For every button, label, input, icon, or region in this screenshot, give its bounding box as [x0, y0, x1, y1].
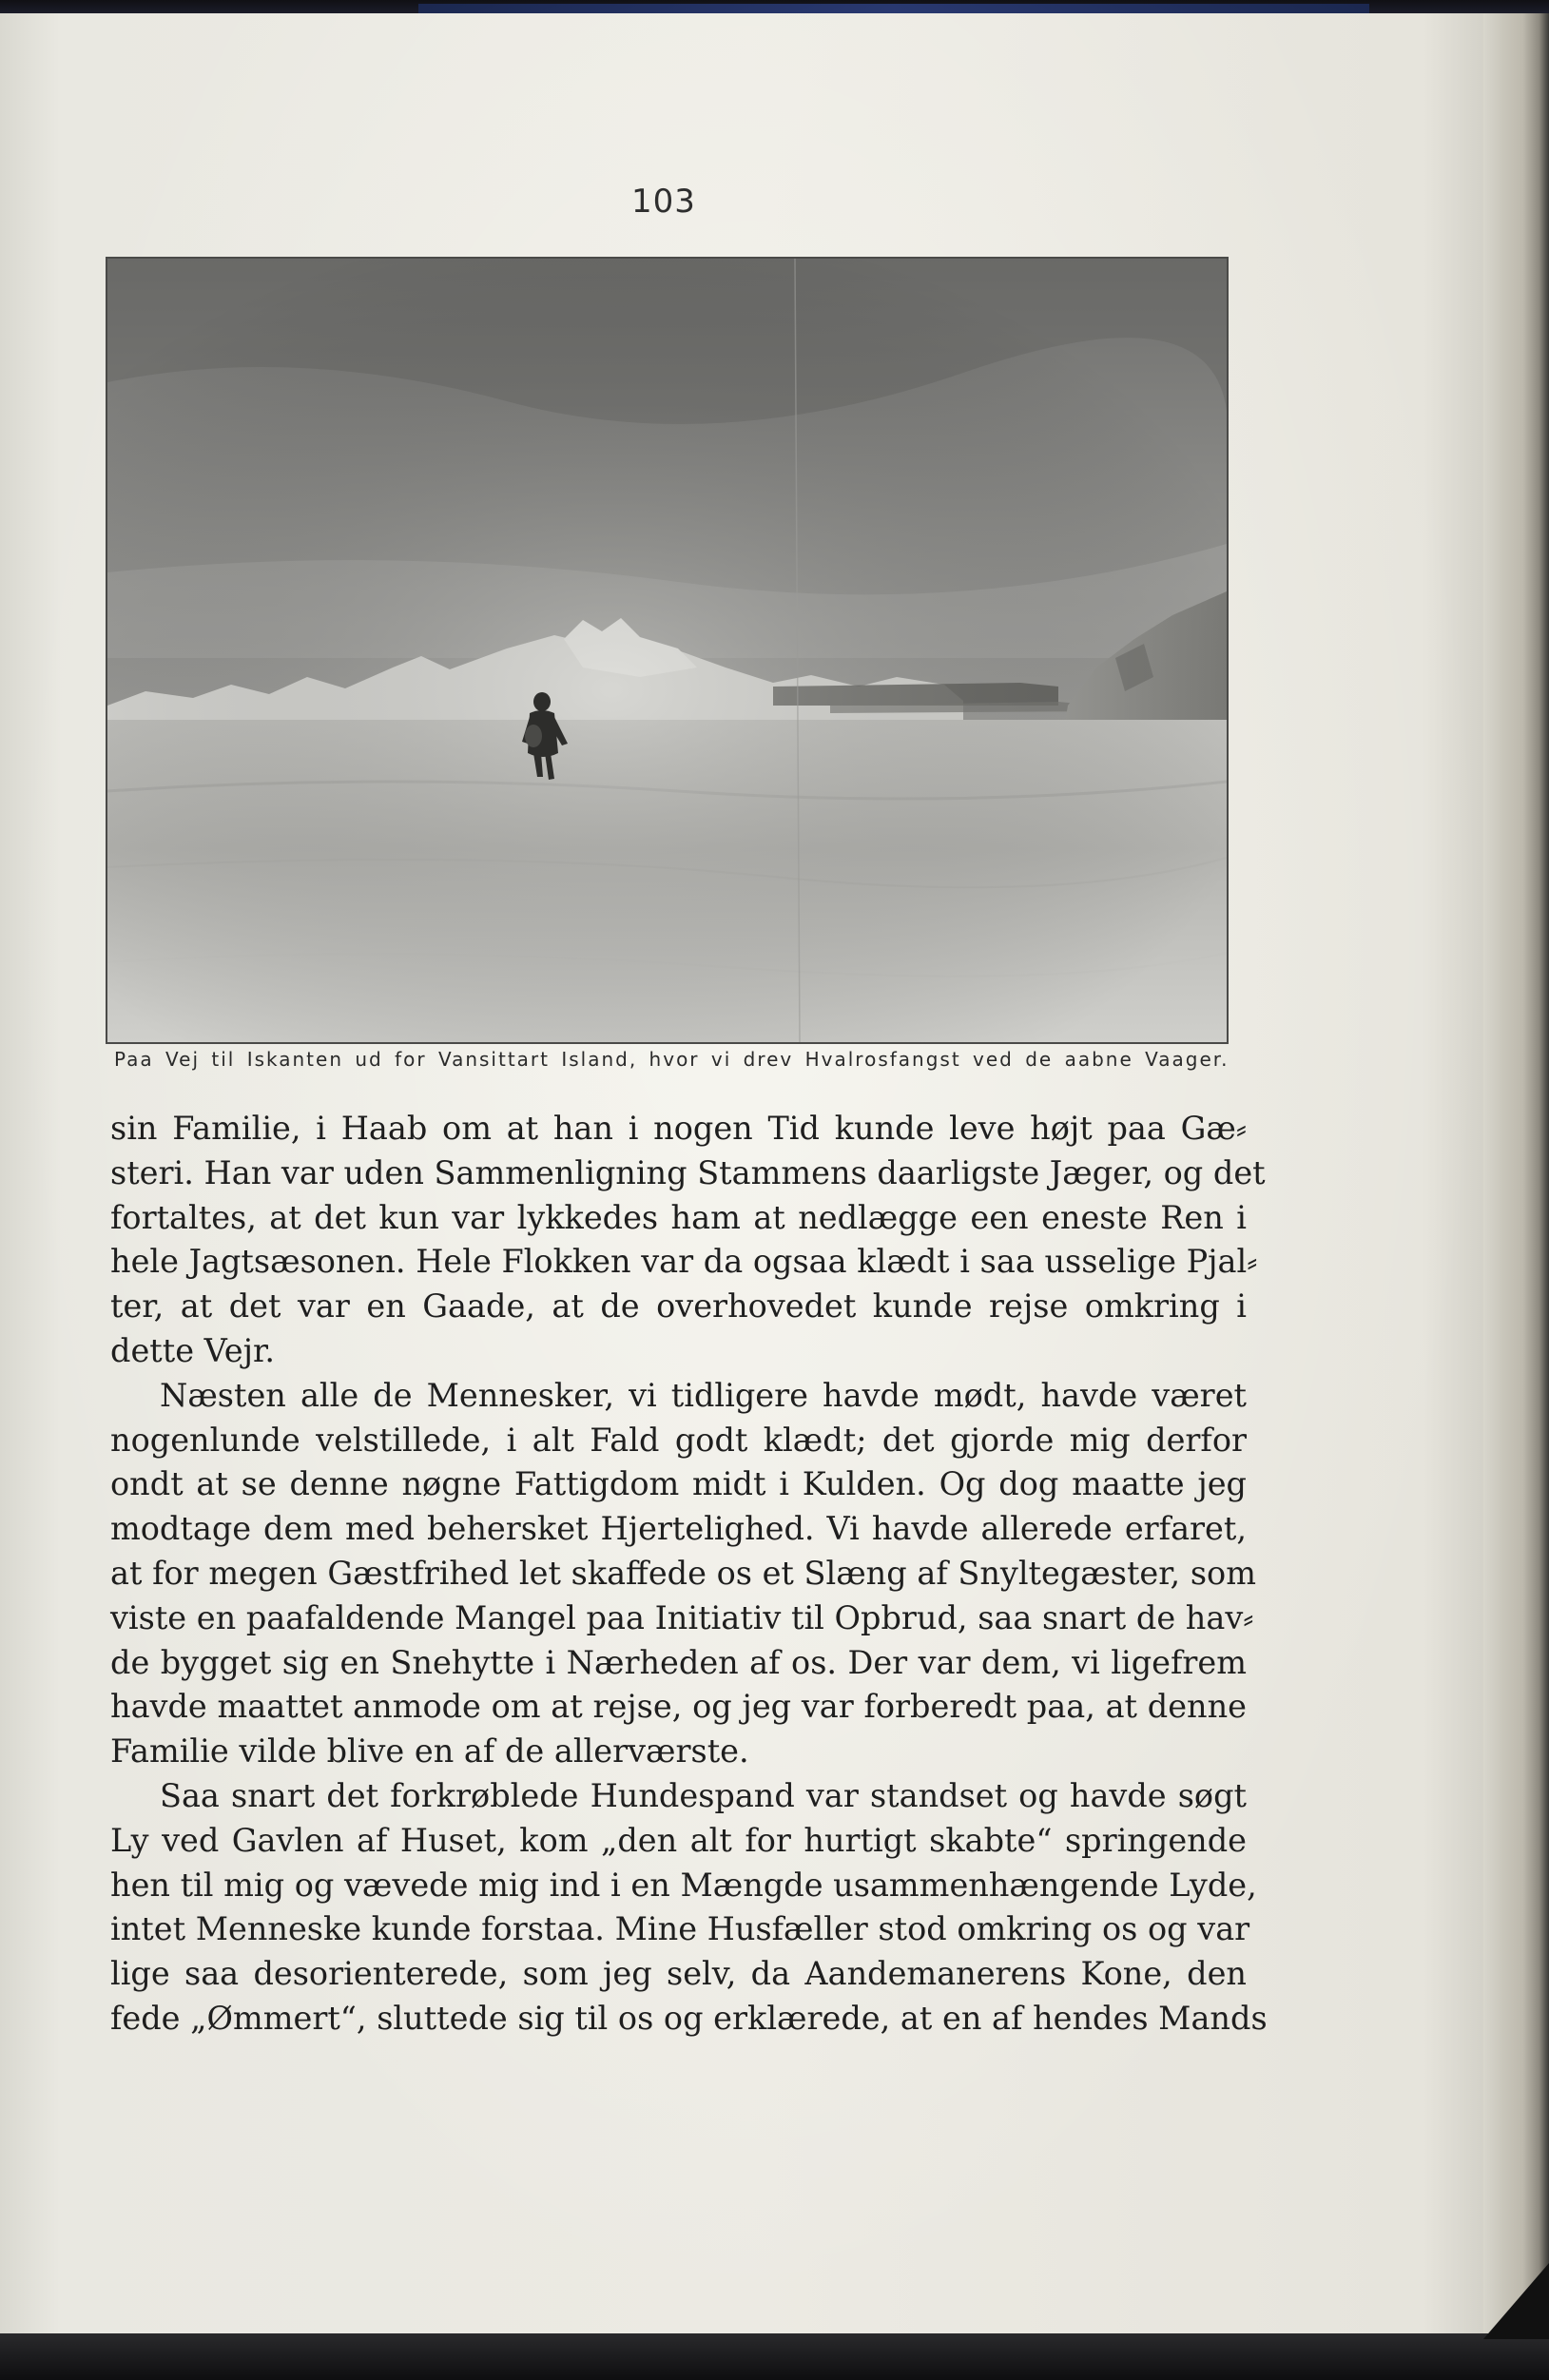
text-line: sin Familie, i Haab om at han i nogen Tid kunde leve højt paa Gæ⸗	[110, 1110, 1247, 1147]
page-number: 103	[631, 183, 696, 221]
text-line: steri. Han var uden Sammenligning Stammens daarligste Jæger, og det	[110, 1153, 1266, 1191]
page-corner	[1483, 2263, 1549, 2339]
text-line: Saa snart det forkrøblede Hundespand var standset og havde søgt	[160, 1776, 1247, 1814]
arctic-ice-photo	[107, 259, 1227, 1042]
text-line: viste en paafaldende Mangel paa Initiativ til Opbrud, saa snart de hav⸗	[110, 1598, 1254, 1636]
page-sheet	[0, 13, 1498, 2333]
text-line: ter, at det var en Gaade, at de overhovedet kunde rejse omkring i	[110, 1287, 1247, 1325]
text-line: fede „Ømmert“, sluttede sig til os og erklærede, at en af hendes Mands	[110, 1999, 1268, 2037]
text-line: lige saa desorienterede, som jeg selv, da Aandemanerens Kone, den	[110, 1955, 1247, 1993]
text-line: dette Vejr.	[110, 1331, 275, 1369]
text-line: Familie vilde blive en af de allerværste.	[110, 1732, 749, 1770]
text-line: Næsten alle de Mennesker, vi tidligere havde mødt, havde været	[160, 1376, 1247, 1414]
text-line: modtage dem med behersket Hjertelighed. Vi havde allerede erfaret,	[110, 1510, 1247, 1548]
text-line: de bygget sig en Snehytte i Nærheden af os. Der var dem, vi ligefrem	[110, 1643, 1247, 1681]
text-line: ondt at se denne nøgne Fattigdom midt i Kulden. Og dog maatte jeg	[110, 1465, 1247, 1503]
page-stack-edge	[1483, 13, 1549, 2352]
text-line: havde maattet anmode om at rejse, og jeg var forberedt paa, at denne	[110, 1688, 1247, 1726]
text-line: at for megen Gæstfrihed let skaffede os et Slæng af Snyltegæster, som	[110, 1554, 1256, 1592]
photo-caption: Paa Vej til Iskanten ud for Vansittart Island, hvor vi drev Hvalrosfangst ved de aabne Vaager.	[114, 1048, 1230, 1071]
text-line: Ly ved Gavlen af Huset, kom „den alt for hurtigt skabte“ springende	[110, 1821, 1247, 1859]
text-line: fortaltes, at det kun var lykkedes ham at nedlægge een eneste Ren i	[110, 1198, 1247, 1236]
text-line: hen til mig og vævede mig ind i en Mængde usammenhængende Lyde,	[110, 1866, 1257, 1904]
text-line: hele Jagtsæsonen. Hele Flokken var da ogsaa klædt i saa usselige Pjal⸗	[110, 1243, 1258, 1281]
text-line: intet Menneske kunde forstaa. Mine Husfæller stod omkring os og var	[110, 1910, 1250, 1948]
body-text	[110, 1107, 1268, 2041]
text-line: nogenlunde velstillede, i alt Fald godt klædt; det gjorde mig derfor	[110, 1421, 1247, 1459]
photograph	[106, 257, 1229, 1044]
scan-bottom-edge	[0, 2333, 1549, 2380]
